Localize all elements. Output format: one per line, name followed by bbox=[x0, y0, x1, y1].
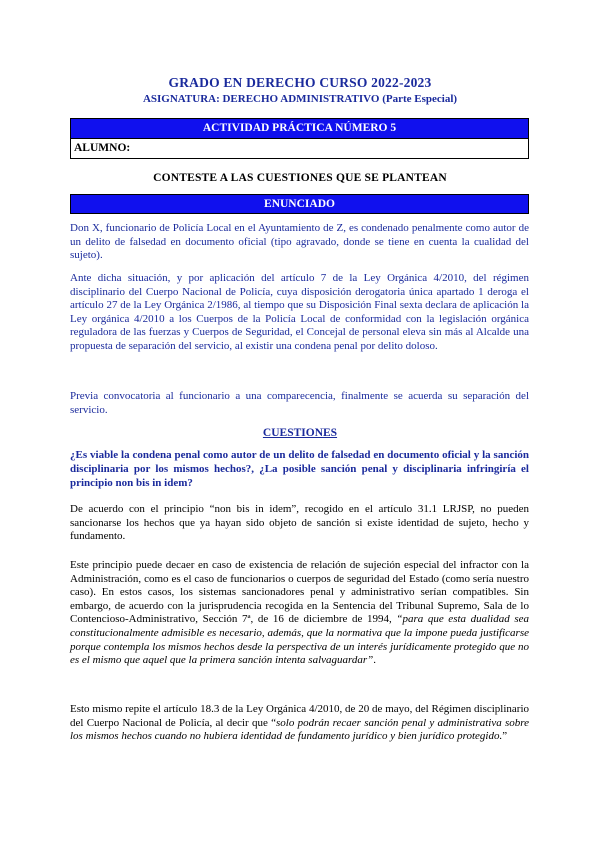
answer-paragraph-3-text: Esto mismo repite el artículo 18.3 de la Ley Orgánica 4/2010, de 20 de mayo, del Régimen disciplinario del Cuerpo Nacional de Policía, al decir que “ bbox=[70, 703, 529, 729]
subject-line: ASIGNATURA: DERECHO ADMINISTRATIVO (Parte Especial) bbox=[142, 93, 458, 105]
statement-paragraph-3: Previa convocatoria al funcionario a una comparecencia, finalmente se acuerda su separación del servicio. bbox=[70, 390, 529, 416]
answer-paragraph-1: De acuerdo con el principio “non bis in idem”, recogido en el artículo 31.1 LRJSP, no pueden sancionarse los hechos que ya hayan sido objeto de sanción si existe identidad de sujeto, hecho y fundamento. bbox=[70, 503, 529, 543]
answer-paragraph-2-text: Este principio puede decaer en caso de existencia de relación de sujeción especial del infractor con la Administración, como es el caso de funcionarios o cuerpos de seguridad del Estado (como sería nuestro caso). En estos casos, los sistemas sancionadores penal y administrativo serían compatibles. Sin embargo, de acuerdo con la jurisprudencia recogida en la Sentencia del Tribunal Supremo, Sala de lo Contencioso-Administrativo, Sección 7ª, de 16 de diciembre de 1994, bbox=[70, 559, 529, 626]
questions-title: CUESTIONES bbox=[262, 427, 338, 439]
answer-paragraph-3 bbox=[70, 703, 529, 744]
instruction-heading: CONTESTE A LAS CUESTIONES QUE SE PLANTEAN bbox=[153, 172, 447, 184]
statement-paragraph-1: Don X, funcionario de Policía Local en el Ayuntamiento de Z, es condenado penalmente como autor de un delito de falsedad en documento oficial (tipo agravado, donde se tiene en cuenta la cualidad del sujeto). bbox=[70, 222, 529, 262]
answer-paragraph-2-end: . bbox=[373, 654, 377, 667]
activity-bar: ACTIVIDAD PRÁCTICA NÚMERO 5 bbox=[70, 118, 529, 139]
statement-paragraph-2: Ante dicha situación, y por aplicación del artículo 7 de la Ley Orgánica 4/2010, del régimen disciplinario del Cuerpo Nacional de Policía, cuya disposición derogatoria única apartado 1 deroga el artículo 27 de la Ley Orgánica 2/1986, al tiempo que su Disposición Final sexta declara de aplicación la Ley orgánica 4/2010 a los Cuerpos de la Policía Local de conformidad con la legislación orgánica reguladora de las fuerzas y Cuerpos de Seguridad, el Concejal de personal eleva sin más al Alcalde una propuesta de separación del servicio, al existir una condena penal por delito doloso. bbox=[70, 272, 529, 352]
answer-paragraph-3-end: ” bbox=[502, 730, 508, 743]
document-title: GRADO EN DERECHO CURSO 2022-2023 bbox=[168, 75, 432, 90]
answer-paragraph-3-quote: solo podrán recaer sanción penal y administrativa sobre los mismos hechos cuando no hubiera identidad de fundamento jurídico y bien jurídico protegido. bbox=[70, 716, 529, 743]
questions-heading bbox=[0, 427, 600, 439]
answer-paragraph-2 bbox=[70, 559, 529, 668]
answer-paragraph-2-quote: “para que esta dualidad sea constitucionalmente admisible es necesario, además, que la normativa que la impone pueda justificarse porque contempla los mismos hechos desde la perspectiva de un interés jurídicamente protegido que no es el mismo que aquel que la primera sanción intenta salvaguardar” bbox=[70, 613, 529, 667]
student-field bbox=[70, 139, 529, 159]
statement-bar: ENUNCIADO bbox=[70, 194, 529, 214]
question-text: ¿Es viable la condena penal como autor de un delito de falsedad en documento oficial y la sanción disciplinaria por los mismos hechos?, ¿La posible sanción penal y disciplinaria infringiría el principio non bis in idem? bbox=[70, 449, 529, 489]
student-label: ALUMNO: bbox=[74, 142, 131, 154]
